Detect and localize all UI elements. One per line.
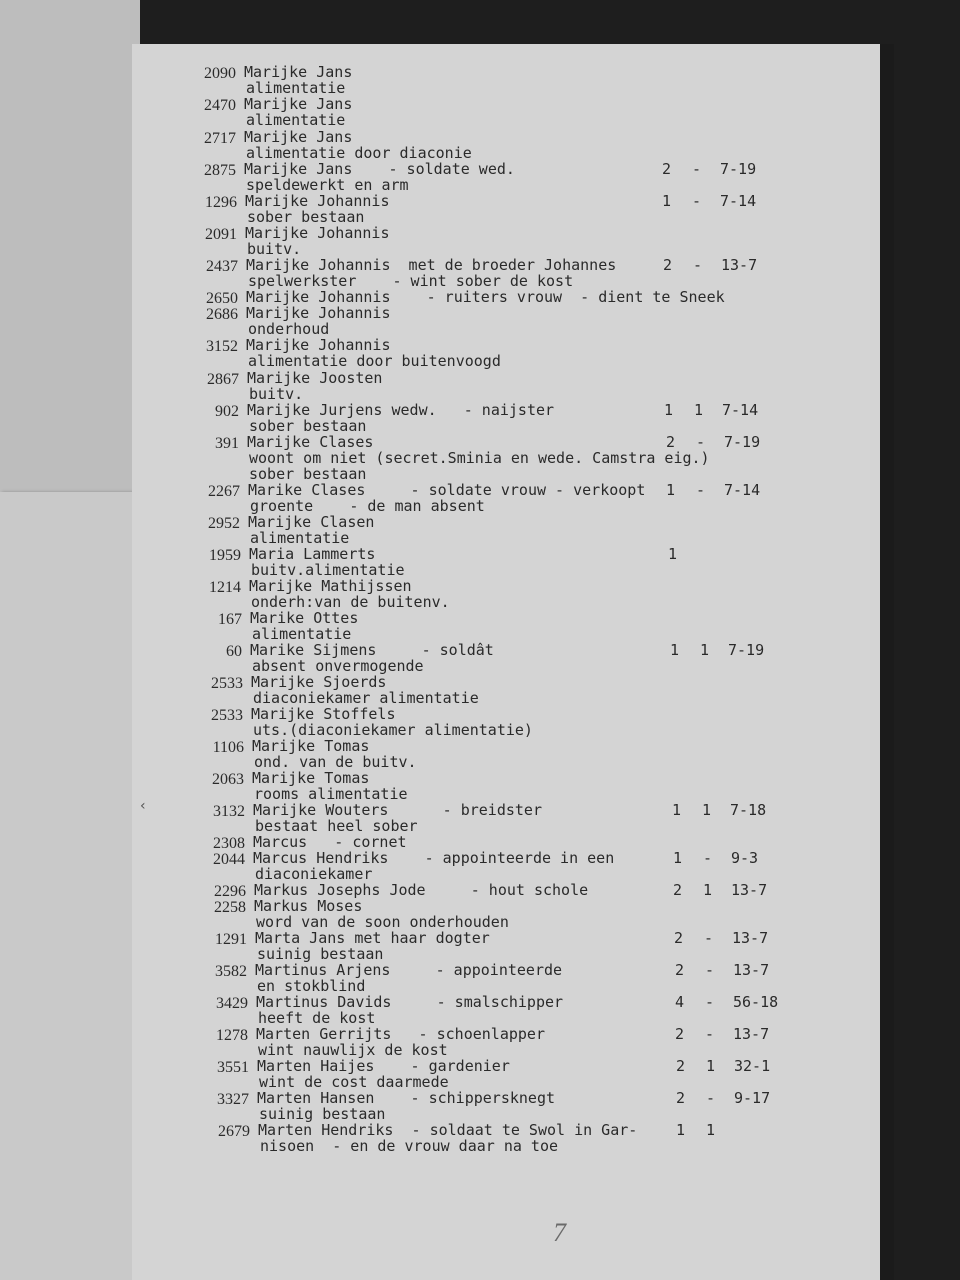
entry-description: nisoen - en de vrouw daar na toe [260, 1137, 559, 1155]
entry-name: Marijke Johannis [245, 192, 390, 210]
entry-count: 2 [675, 1025, 685, 1043]
entry-description: buitv.alimentatie [251, 561, 405, 579]
register-entry [0, 257, 960, 289]
entry-count: 4 [675, 993, 685, 1011]
entry-dash: - [705, 1025, 715, 1043]
entry-number: 3152 [206, 338, 238, 355]
entry-description: sober bestaan [249, 417, 367, 435]
register-entry [0, 898, 960, 930]
entry-name: Marijke Clasen [248, 513, 375, 531]
register-entry [0, 370, 960, 402]
register-entry [0, 96, 960, 128]
register-entry [0, 193, 960, 225]
register-entry [0, 433, 960, 483]
entry-name: Marijke Tomas [252, 737, 370, 755]
register-entry [0, 129, 960, 161]
entry-number: 2267 [208, 483, 240, 500]
entry-description: alimentatie [246, 79, 346, 97]
entry-number: 1291 [215, 931, 247, 948]
entry-description: onderh:van de buitenv. [251, 593, 450, 611]
entry-number: 3429 [216, 995, 248, 1012]
entry-name: Marten Gerrijts - schoenlapper [256, 1025, 545, 1043]
entry-description: alimentatie [252, 625, 352, 643]
entry-name: Marijke Joosten [247, 369, 383, 387]
entry-number: 60 [226, 643, 242, 660]
entry-dash: - [705, 961, 715, 979]
register-entry [0, 610, 960, 642]
entry-number: 391 [215, 435, 239, 452]
register-entry [0, 962, 960, 994]
entry-number: 902 [215, 403, 239, 420]
entry-count: 1 [673, 849, 683, 867]
entry-description: speldewerkt en arm [246, 176, 409, 194]
entry-count: 1 [664, 401, 674, 419]
entry-dash: - [696, 481, 706, 499]
entry-number: 1106 [212, 739, 244, 756]
entry-amount: 7-18 [730, 801, 767, 819]
entry-description: absent onvermogende [252, 657, 424, 675]
entry-number: 2091 [205, 226, 237, 243]
register-entry [0, 514, 960, 546]
entry-count: 1 [662, 192, 672, 210]
entry-name: Marijke Clases [247, 433, 374, 451]
entry-description: ond. van de buitv. [254, 753, 417, 771]
entry-amount: 13-7 [721, 256, 758, 274]
entry-dash: - [693, 256, 703, 274]
entry-name: Marcus Hendriks - appointeerde in een [253, 849, 615, 867]
entry-dash: 1 [706, 1057, 716, 1075]
entry-description: bestaat heel sober [255, 817, 418, 835]
entry-number: 2470 [204, 97, 236, 114]
entry-dash: - [705, 993, 715, 1011]
entry-name: Marike Ottes [250, 609, 359, 627]
entry-count: 2 [666, 433, 676, 451]
entry-name: Marten Hansen - schippersknegt [257, 1089, 556, 1107]
margin-mark: ‹ [140, 798, 146, 814]
entry-amount: 7-14 [724, 481, 761, 499]
entry-number: 2308 [213, 835, 245, 852]
entry-description: wint nauwlijx de kost [258, 1041, 448, 1059]
entry-count: 2 [662, 160, 672, 178]
entry-description: en stokblind [257, 977, 366, 995]
entry-number: 1296 [205, 194, 237, 211]
entry-name: Martinus Arjens - appointeerde [255, 961, 563, 979]
entry-number: 2533 [211, 707, 243, 724]
register-entry [0, 402, 960, 434]
register-entry [0, 578, 960, 610]
page-folio: 7 [553, 1218, 566, 1247]
entry-count: 1 [670, 641, 680, 659]
entry-number: 2090 [204, 65, 236, 82]
entry-description: rooms alimentatie [254, 785, 408, 803]
register-entry [0, 850, 960, 882]
register-entry [0, 64, 960, 96]
entry-dash: - [704, 929, 714, 947]
entry-description: heeft de kost [258, 1009, 376, 1027]
entry-name: Markus Moses [254, 897, 363, 915]
entry-amount: 13-7 [733, 961, 770, 979]
entry-description: suinig bestaan [257, 945, 384, 963]
entry-name: Marijke Sjoerds [251, 673, 387, 691]
entry-amount: 13-7 [733, 1025, 770, 1043]
entry-number: 3132 [213, 803, 245, 820]
entry-name: Marijke Wouters - breidster [253, 801, 542, 819]
entry-name: Martinus Davids - smalschipper [256, 993, 564, 1011]
entry-name: Marijke Jans - soldate wed. [244, 160, 515, 178]
register-entry [0, 305, 960, 337]
entry-amount: 7-19 [724, 433, 761, 451]
entry-amount: 9-3 [731, 849, 759, 867]
entry-description: uts.(diaconiekamer alimentatie) [253, 721, 533, 739]
entry-number: 3551 [217, 1059, 249, 1076]
entry-description: alimentatie door diaconie [246, 144, 472, 162]
entry-name: Marijke Johannis [246, 336, 391, 354]
entry-amount: 7-19 [728, 641, 765, 659]
register-entry [0, 546, 960, 578]
entry-name: Marcus - cornet [253, 833, 407, 851]
register-entry [0, 482, 960, 514]
entry-description: alimentatie door buitenvoogd [248, 352, 501, 370]
entry-name: Marijke Johannis [246, 304, 391, 322]
entry-amount: 7-19 [720, 160, 757, 178]
entry-description: diaconiekamer [255, 865, 373, 883]
entry-description: alimentatie [246, 111, 346, 129]
entry-number: 2650 [206, 290, 238, 307]
entry-amount: 32-1 [734, 1057, 771, 1075]
entry-count: 1 [672, 801, 682, 819]
register-entry [0, 1122, 960, 1154]
entry-number: 167 [218, 611, 242, 628]
entry-name: Marijke Johannis - ruiters vrouw - dient te Sneek [246, 288, 725, 306]
entry-amount: 7-14 [722, 401, 759, 419]
entry-description: onderhoud [248, 320, 330, 338]
entry-description-extra: sober bestaan [249, 465, 367, 483]
entry-number: 3582 [215, 963, 247, 980]
entry-name: Marten Hendriks - soldaat te Swol in Gar- [258, 1121, 638, 1139]
register-entry [0, 642, 960, 674]
entry-dash: - [696, 433, 706, 451]
register-entry [0, 161, 960, 193]
entry-description: groente - de man absent [250, 497, 485, 515]
entry-description: suinig bestaan [259, 1105, 386, 1123]
entry-description: alimentatie [250, 529, 350, 547]
entry-description: wint de cost daarmede [259, 1073, 449, 1091]
entry-name: Marten Haijes - gardenier [257, 1057, 510, 1075]
entry-name: Marta Jans met haar dogter [255, 929, 490, 947]
entry-number: 2063 [212, 771, 244, 788]
entry-description: diaconiekamer alimentatie [253, 689, 479, 707]
entry-number: 3327 [217, 1091, 249, 1108]
entry-amount: 13-7 [731, 881, 768, 899]
entry-number: 2533 [211, 675, 243, 692]
entry-number: 2875 [204, 162, 236, 179]
entry-count: 2 [673, 881, 683, 899]
entry-dash: - [692, 192, 702, 210]
entry-name: Marijke Tomas [252, 769, 370, 787]
entry-description: buitv. [249, 385, 304, 403]
entry-number: 2717 [204, 130, 236, 147]
entry-number: 2679 [218, 1123, 250, 1140]
entry-count: 2 [676, 1089, 686, 1107]
entry-description: word van de soon onderhouden [256, 913, 509, 931]
entry-name: Marijke Johannis [245, 224, 390, 242]
entry-dash: 1 [700, 641, 710, 659]
entry-number: 2867 [207, 371, 239, 388]
register-entry [0, 225, 960, 257]
entry-dash: 1 [706, 1121, 716, 1139]
register-entry [0, 738, 960, 770]
entry-name: Marijke Jans [244, 63, 353, 81]
entry-name: Maria Lammerts [249, 545, 376, 563]
entry-amount: 9-17 [734, 1089, 771, 1107]
entry-name: Marijke Jurjens wedw. - naijster [247, 401, 555, 419]
register-entry [0, 994, 960, 1026]
register-entry [0, 337, 960, 369]
entry-name: Marijke Stoffels [251, 705, 396, 723]
entry-number: 1214 [209, 579, 241, 596]
entry-count: 1 [668, 545, 678, 563]
entry-amount: 13-7 [732, 929, 769, 947]
entry-number: 2258 [214, 899, 246, 916]
entry-description: buitv. [247, 240, 302, 258]
entry-count: 2 [674, 929, 684, 947]
register-entry [0, 1090, 960, 1122]
entry-number: 2686 [206, 306, 238, 323]
entry-count: 1 [676, 1121, 686, 1139]
entry-dash: - [703, 849, 713, 867]
entry-count: 2 [675, 961, 685, 979]
entry-count: 1 [666, 481, 676, 499]
entry-name: Marike Sijmens - soldât [250, 641, 494, 659]
entry-description: woont om niet (secret.Sminia en wede. Camstra eig.) [249, 449, 710, 467]
entry-dash: 1 [702, 801, 712, 819]
entry-description: spelwerkster - wint sober de kost [248, 272, 574, 290]
entry-count: 2 [676, 1057, 686, 1075]
entry-dash: 1 [694, 401, 704, 419]
entry-name: Marijke Jans [244, 128, 353, 146]
register-entry [0, 674, 960, 706]
entry-number: 1959 [209, 547, 241, 564]
entry-dash: - [692, 160, 702, 178]
entry-name: Marijke Mathijssen [249, 577, 412, 595]
entry-description: sober bestaan [247, 208, 365, 226]
entry-number: 2296 [214, 883, 246, 900]
entry-dash: - [706, 1089, 716, 1107]
entry-count: 2 [663, 256, 673, 274]
entry-number: 2044 [213, 851, 245, 868]
register-entry [0, 1058, 960, 1090]
entry-dash: 1 [703, 881, 713, 899]
entry-amount: 7-14 [720, 192, 757, 210]
entry-name: Markus Josephs Jode - hout schole [254, 881, 589, 899]
register-entry [0, 1026, 960, 1058]
entry-name: Marike Clases - soldate vrouw - verkoopt [248, 481, 646, 499]
entry-amount: 56-18 [733, 993, 779, 1011]
entry-number: 2437 [206, 258, 238, 275]
entry-name: Marijke Johannis met de broeder Johannes [246, 256, 617, 274]
register-entry [0, 706, 960, 738]
entry-name: Marijke Jans [244, 95, 353, 113]
entry-number: 1278 [216, 1027, 248, 1044]
entry-number: 2952 [208, 515, 240, 532]
register-entry [0, 930, 960, 962]
